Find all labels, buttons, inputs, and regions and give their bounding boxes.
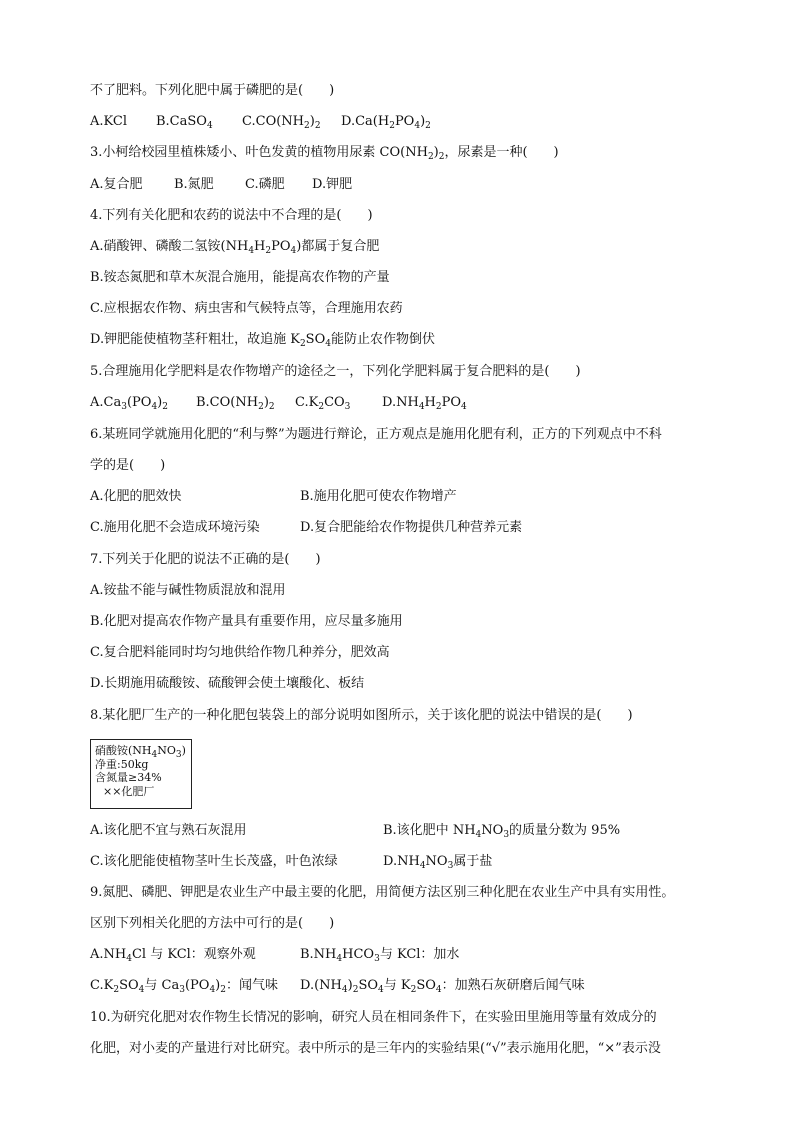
q8-option-d: $D.NH_4NO_3$属于盐 bbox=[383, 854, 493, 871]
q8-stem: 8.某化肥厂生产的一种化肥包装袋上的部分说明如图所示，关于该化肥的说法中错误的是( ) bbox=[90, 708, 633, 723]
q3-stem: 3.小柯给校园里植株矮小、叶色发黄的植物用尿素 $CO(NH_2)_2$，尿素是一种( ) bbox=[90, 145, 559, 162]
q4-option-d: D.钾肥能使植物茎秆粗壮，故追施 $K_2SO_4$能防止农作物倒伏 bbox=[90, 332, 435, 349]
q4-option-a: A.硝酸钾、磷酸二氢铵$(NH_4H_2PO_4)$都属于复合肥 bbox=[90, 239, 380, 256]
q7-option-b: B.化肥对提高农作物产量具有重要作用，应尽量多施用 bbox=[90, 614, 403, 629]
q2-option-b: B.CaSO$_4$ bbox=[156, 114, 213, 131]
q8-option-b: B.该化肥中 $NH_4NO_3$的质量分数为 95% bbox=[383, 823, 621, 840]
label-nitrogen-content: 含氮量≥34% bbox=[95, 771, 162, 784]
q7-option-d: D.长期施用硫酸铵、硫酸钾会使土壤酸化、板结 bbox=[90, 676, 365, 691]
q5-option-c: $C.K_2CO_3$ bbox=[295, 395, 351, 412]
q7-option-a: A.铵盐不能与碱性物质混放和混用 bbox=[90, 583, 286, 598]
q8-option-a: A.该化肥不宜与熟石灰混用 bbox=[90, 823, 247, 838]
q7-stem: 7.下列关于化肥的说法不正确的是( ) bbox=[90, 552, 321, 567]
q3-option-b: B.氮肥 bbox=[174, 177, 214, 192]
fertilizer-label-box bbox=[90, 739, 192, 809]
q10-stem-line2: 化肥，对小麦的产量进行对比研究。表中所示的是三年内的实验结果(“√”表示施用化肥，“×”表示没 bbox=[90, 1041, 661, 1056]
q6-stem-line1: 6.某班同学就施用化肥的“利与弊”为题进行辩论，正方观点是施用化肥有利，正方的下列观点中不科 bbox=[90, 427, 662, 442]
q9-option-a: $A.NH_4Cl$ 与 KCl：观察外观 bbox=[90, 947, 256, 964]
q4-option-c: C.应根据农作物、病虫害和气候特点等，合理施用农药 bbox=[90, 301, 403, 316]
q7-option-c: C.复合肥料能同时均匀地供给作物几种养分，肥效高 bbox=[90, 645, 390, 660]
label-product-name: 硝酸铵$(NH_4NO_3)$ bbox=[95, 744, 186, 760]
q6-option-c: C.施用化肥不会造成环境污染 bbox=[90, 520, 260, 535]
q2-option-c: $C.CO(NH_2)_2$ bbox=[242, 114, 321, 131]
q9-option-c: $C.K_2SO_4$与 $Ca_3(PO_4)_2$：闻气味 bbox=[90, 978, 278, 995]
q6-option-b: B.施用化肥可使农作物增产 bbox=[300, 489, 457, 504]
q3-option-a: A.复合肥 bbox=[90, 177, 143, 192]
q3-option-d: D.钾肥 bbox=[312, 177, 353, 192]
q2-option-a: A.KCl bbox=[90, 114, 127, 129]
q3-option-c: C.磷肥 bbox=[245, 177, 285, 192]
q8-option-c: C.该化肥能使植物茎叶生长茂盛，叶色浓绿 bbox=[90, 854, 338, 869]
q6-option-d: D.复合肥能给农作物提供几种营养元素 bbox=[300, 520, 523, 535]
q2-option-d: $D.Ca(H_2PO_4)_2$ bbox=[341, 114, 431, 131]
q6-stem-line2: 学的是( ) bbox=[90, 458, 166, 473]
q9-option-b: $B.NH_4HCO_3$与 KCl：加水 bbox=[300, 947, 460, 964]
q4-stem: 4.下列有关化肥和农药的说法中不合理的是( ) bbox=[90, 208, 373, 223]
q5-option-b: $B.CO(NH_2)_2$ bbox=[196, 395, 275, 412]
q9-stem-line1: 9.氮肥、磷肥、钾肥是农业生产中最主要的化肥，用简便方法区别三种化肥在农业生产中具有实用性。 bbox=[90, 885, 675, 900]
q5-option-a: $A.Ca_3(PO_4)_2$ bbox=[90, 395, 168, 412]
q9-option-d: $D.(NH_4)_2SO_4$与 $K_2SO_4$：加熟石灰研磨后闻气味 bbox=[300, 978, 585, 995]
label-net-weight: 净重:50kg bbox=[95, 757, 149, 771]
q9-stem-line2: 区别下列相关化肥的方法中可行的是( ) bbox=[90, 916, 335, 931]
q6-option-a: A.化肥的肥效快 bbox=[90, 489, 182, 504]
q10-stem-line1: 10.为研究化肥对农作物生长情况的影响，研究人员在相同条件下，在实验田里施用等量有效成分的 bbox=[90, 1010, 657, 1025]
q5-stem: 5.合理施用化学肥料是农作物增产的途径之一，下列化学肥料属于复合肥料的是( ) bbox=[90, 364, 581, 379]
q2-stem: 不了肥料。下列化肥中属于磷肥的是( ) bbox=[90, 83, 335, 98]
q4-option-b: B.铵态氮肥和草木灰混合施用，能提高农作物的产量 bbox=[90, 270, 390, 285]
label-manufacturer: ××化肥厂 bbox=[103, 784, 155, 798]
q5-option-d: $D.NH_4H_2PO_4$ bbox=[382, 395, 467, 412]
